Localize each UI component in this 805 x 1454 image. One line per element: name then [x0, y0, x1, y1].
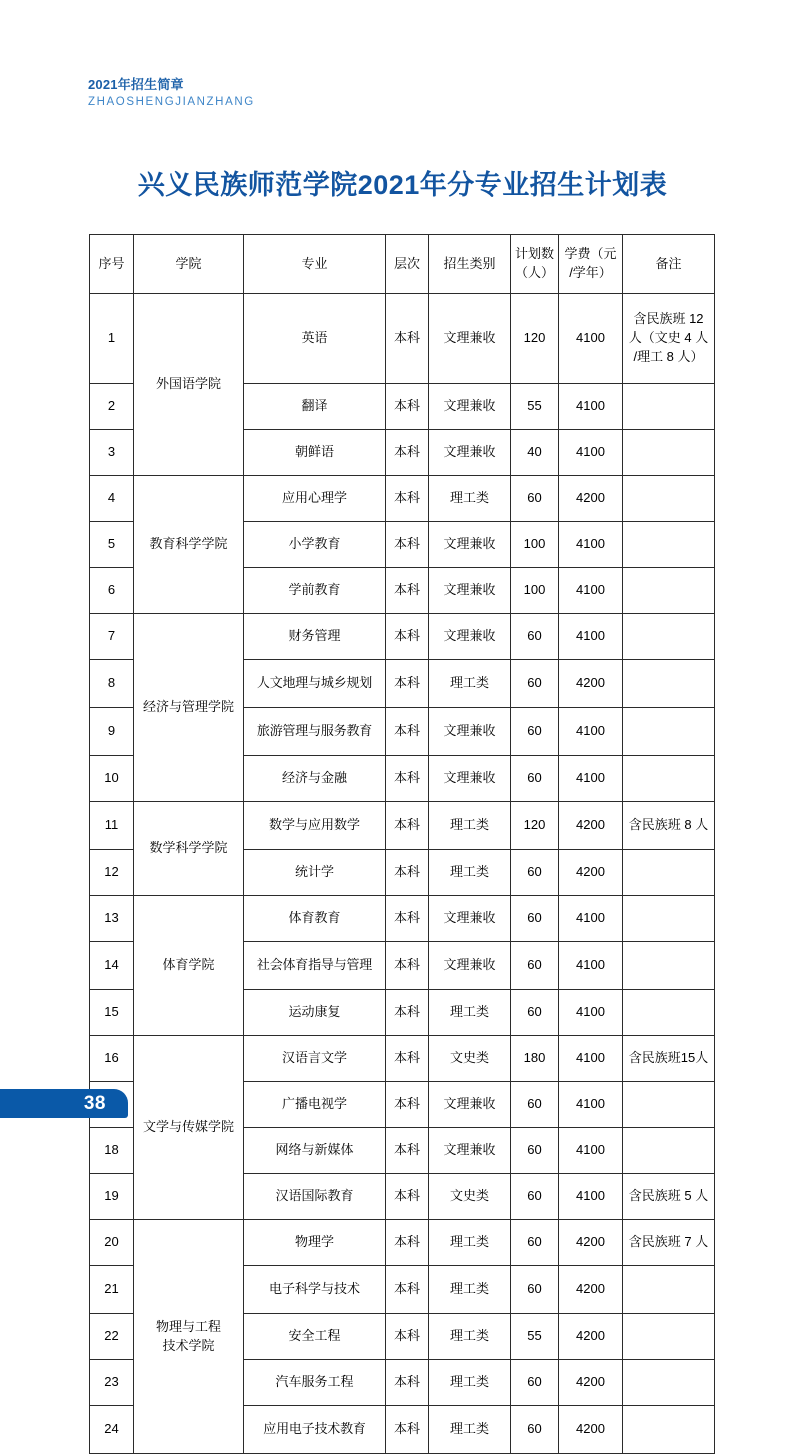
cell-fee: 4200 [559, 1314, 623, 1360]
cell-fee: 4100 [559, 384, 623, 430]
admission-plan-table [89, 234, 715, 1454]
cell-fee: 4200 [559, 660, 623, 708]
cell-no: 13 [90, 896, 134, 942]
cell-remark [623, 708, 715, 756]
cell-major: 数学与应用数学 [244, 802, 386, 850]
cell-fee: 4100 [559, 294, 623, 384]
cell-major: 体育教育 [244, 896, 386, 942]
cell-remark [623, 384, 715, 430]
table-header-remark: 备注 [623, 235, 715, 294]
cell-major: 学前教育 [244, 568, 386, 614]
cell-remark [623, 1406, 715, 1454]
cell-remark [623, 1314, 715, 1360]
cell-college: 外国语学院 [134, 294, 244, 476]
cell-no: 20 [90, 1220, 134, 1266]
cell-type: 理工类 [429, 1360, 511, 1406]
cell-major: 广播电视学 [244, 1082, 386, 1128]
cell-remark [623, 1266, 715, 1314]
cell-major: 汽车服务工程 [244, 1360, 386, 1406]
cell-major: 英语 [244, 294, 386, 384]
cell-type: 理工类 [429, 660, 511, 708]
cell-major: 汉语言文学 [244, 1036, 386, 1082]
cell-type: 文理兼收 [429, 522, 511, 568]
cell-remark [623, 522, 715, 568]
cell-quota: 100 [511, 568, 559, 614]
cell-quota: 55 [511, 384, 559, 430]
table-header-fee-line1: 学费（元 [564, 246, 617, 262]
cell-fee: 4200 [559, 1266, 623, 1314]
cell-quota: 40 [511, 430, 559, 476]
cell-major: 应用电子技术教育 [244, 1406, 386, 1454]
cell-remark [623, 1128, 715, 1174]
cell-type: 文理兼收 [429, 942, 511, 990]
cell-fee: 4200 [559, 1406, 623, 1454]
cell-major: 翻译 [244, 384, 386, 430]
cell-type: 理工类 [429, 1266, 511, 1314]
table-row [90, 614, 715, 660]
cell-remark [623, 476, 715, 522]
cell-quota: 60 [511, 708, 559, 756]
cell-no: 7 [90, 614, 134, 660]
cell-type: 理工类 [429, 476, 511, 522]
cell-type: 文理兼收 [429, 294, 511, 384]
table-header-quota [511, 235, 559, 294]
table-row [90, 802, 715, 850]
cell-type: 文史类 [429, 1036, 511, 1082]
cell-no: 18 [90, 1128, 134, 1174]
table-header-no: 序号 [90, 235, 134, 294]
running-header [88, 78, 255, 109]
cell-college: 数学科学学院 [134, 802, 244, 896]
cell-quota: 60 [511, 1360, 559, 1406]
cell-fee: 4100 [559, 756, 623, 802]
cell-remark [623, 1082, 715, 1128]
cell-fee: 4100 [559, 614, 623, 660]
cell-fee: 4200 [559, 1360, 623, 1406]
cell-quota: 60 [511, 1082, 559, 1128]
cell-college: 文学与传媒学院 [134, 1036, 244, 1220]
cell-fee: 4100 [559, 942, 623, 990]
cell-level: 本科 [386, 1266, 429, 1314]
cell-remark [623, 660, 715, 708]
cell-quota: 180 [511, 1036, 559, 1082]
cell-quota: 120 [511, 802, 559, 850]
cell-college: 教育科学学院 [134, 476, 244, 614]
cell-level: 本科 [386, 1036, 429, 1082]
cell-type: 理工类 [429, 1314, 511, 1360]
table-header-quota-line2: （人） [514, 265, 554, 280]
cell-college-line: 技术学院 [162, 1337, 215, 1353]
cell-quota: 60 [511, 614, 559, 660]
cell-level: 本科 [386, 294, 429, 384]
cell-level: 本科 [386, 522, 429, 568]
cell-level: 本科 [386, 1406, 429, 1454]
cell-level: 本科 [386, 614, 429, 660]
cell-level: 本科 [386, 802, 429, 850]
table-row [90, 1220, 715, 1266]
cell-type: 文理兼收 [429, 384, 511, 430]
cell-fee: 4100 [559, 1036, 623, 1082]
cell-quota: 60 [511, 1266, 559, 1314]
cell-level: 本科 [386, 708, 429, 756]
table-header-fee-line2: /学年） [569, 265, 612, 280]
cell-no: 22 [90, 1314, 134, 1360]
table-header-major: 专业 [244, 235, 386, 294]
cell-type: 文理兼收 [429, 896, 511, 942]
admission-plan-table-wrap [89, 234, 714, 1454]
cell-quota: 60 [511, 1174, 559, 1220]
cell-no: 11 [90, 802, 134, 850]
cell-type: 文理兼收 [429, 1128, 511, 1174]
cell-remark [623, 756, 715, 802]
cell-fee: 4200 [559, 802, 623, 850]
cell-remark-line: /理工 8 人） [633, 348, 704, 364]
cell-remark-line: 含民族班 12 [633, 311, 704, 327]
cell-quota: 60 [511, 1128, 559, 1174]
cell-quota: 60 [511, 1406, 559, 1454]
cell-remark [623, 850, 715, 896]
cell-no: 2 [90, 384, 134, 430]
cell-quota: 60 [511, 756, 559, 802]
cell-quota: 60 [511, 476, 559, 522]
cell-level: 本科 [386, 1220, 429, 1266]
cell-level: 本科 [386, 1082, 429, 1128]
cell-quota: 100 [511, 522, 559, 568]
cell-no: 24 [90, 1406, 134, 1454]
cell-no: 3 [90, 430, 134, 476]
cell-major: 经济与金融 [244, 756, 386, 802]
cell-no: 8 [90, 660, 134, 708]
cell-fee: 4100 [559, 430, 623, 476]
cell-type: 文理兼收 [429, 430, 511, 476]
cell-no: 23 [90, 1360, 134, 1406]
cell-type: 文理兼收 [429, 708, 511, 756]
cell-level: 本科 [386, 942, 429, 990]
cell-remark [623, 614, 715, 660]
cell-major: 小学教育 [244, 522, 386, 568]
cell-type: 理工类 [429, 1406, 511, 1454]
table-header-fee [559, 235, 623, 294]
cell-major: 汉语国际教育 [244, 1174, 386, 1220]
cell-fee: 4100 [559, 522, 623, 568]
cell-type: 理工类 [429, 850, 511, 896]
cell-no: 12 [90, 850, 134, 896]
cell-major: 运动康复 [244, 990, 386, 1036]
cell-remark [623, 942, 715, 990]
cell-no: 19 [90, 1174, 134, 1220]
cell-remark [623, 896, 715, 942]
cell-level: 本科 [386, 756, 429, 802]
cell-type: 文理兼收 [429, 614, 511, 660]
running-header-cn: 2021年招生简章 [88, 77, 184, 92]
cell-major: 朝鲜语 [244, 430, 386, 476]
cell-level: 本科 [386, 568, 429, 614]
cell-fee: 4200 [559, 850, 623, 896]
cell-no: 6 [90, 568, 134, 614]
cell-major: 物理学 [244, 1220, 386, 1266]
cell-fee: 4200 [559, 1220, 623, 1266]
page-title: 兴义民族师范学院2021年分专业招生计划表 [137, 170, 668, 200]
cell-remark-line: 人（文史 4 人 [628, 330, 709, 346]
cell-remark [623, 1360, 715, 1406]
cell-no: 21 [90, 1266, 134, 1314]
cell-major: 财务管理 [244, 614, 386, 660]
cell-level: 本科 [386, 896, 429, 942]
cell-fee: 4100 [559, 568, 623, 614]
cell-level: 本科 [386, 1128, 429, 1174]
cell-major: 人文地理与城乡规划 [244, 660, 386, 708]
cell-quota: 120 [511, 294, 559, 384]
table-header-type: 招生类别 [429, 235, 511, 294]
cell-college: 体育学院 [134, 896, 244, 1036]
cell-level: 本科 [386, 384, 429, 430]
cell-college-line: 物理与工程 [155, 1318, 221, 1334]
cell-remark: 含民族班 5 人 [623, 1174, 715, 1220]
cell-type: 文理兼收 [429, 1082, 511, 1128]
cell-type: 理工类 [429, 802, 511, 850]
cell-major: 统计学 [244, 850, 386, 896]
cell-quota: 60 [511, 1220, 559, 1266]
cell-type: 文理兼收 [429, 568, 511, 614]
cell-remark [623, 430, 715, 476]
cell-major: 应用心理学 [244, 476, 386, 522]
cell-level: 本科 [386, 430, 429, 476]
cell-fee: 4100 [559, 1128, 623, 1174]
cell-level: 本科 [386, 1360, 429, 1406]
cell-no: 15 [90, 990, 134, 1036]
cell-quota: 60 [511, 942, 559, 990]
cell-type: 理工类 [429, 990, 511, 1036]
cell-fee: 4200 [559, 476, 623, 522]
cell-quota: 55 [511, 1314, 559, 1360]
cell-no: 14 [90, 942, 134, 990]
cell-quota: 60 [511, 660, 559, 708]
cell-college: 经济与管理学院 [134, 614, 244, 802]
table-header-level: 层次 [386, 235, 429, 294]
table-header-quota-line1: 计划数 [514, 246, 554, 262]
cell-fee: 4100 [559, 1082, 623, 1128]
cell-fee: 4100 [559, 896, 623, 942]
cell-college [134, 1220, 244, 1454]
cell-level: 本科 [386, 660, 429, 708]
cell-remark: 含民族班 8 人 [623, 802, 715, 850]
cell-remark [623, 990, 715, 1036]
cell-major: 电子科学与技术 [244, 1266, 386, 1314]
cell-fee: 4100 [559, 1174, 623, 1220]
running-header-pinyin: ZHAOSHENGJIANZHANG [88, 95, 255, 108]
cell-major: 社会体育指导与管理 [244, 942, 386, 990]
table-row [90, 294, 715, 384]
cell-major: 安全工程 [244, 1314, 386, 1360]
cell-remark [623, 294, 715, 384]
page-number-tab [0, 1089, 128, 1118]
cell-remark: 含民族班 7 人 [623, 1220, 715, 1266]
table-row [90, 476, 715, 522]
cell-level: 本科 [386, 476, 429, 522]
cell-type: 文史类 [429, 1174, 511, 1220]
cell-remark [623, 568, 715, 614]
table-row [90, 896, 715, 942]
cell-level: 本科 [386, 1314, 429, 1360]
table-header-row [90, 235, 715, 294]
cell-quota: 60 [511, 850, 559, 896]
cell-level: 本科 [386, 850, 429, 896]
cell-level: 本科 [386, 990, 429, 1036]
table-header-college: 学院 [134, 235, 244, 294]
cell-no: 5 [90, 522, 134, 568]
cell-level: 本科 [386, 1174, 429, 1220]
cell-type: 理工类 [429, 1220, 511, 1266]
cell-no: 16 [90, 1036, 134, 1082]
cell-no: 10 [90, 756, 134, 802]
table-row [90, 1036, 715, 1082]
cell-no: 4 [90, 476, 134, 522]
cell-fee: 4100 [559, 990, 623, 1036]
cell-major: 网络与新媒体 [244, 1128, 386, 1174]
cell-no: 9 [90, 708, 134, 756]
cell-remark: 含民族班15人 [623, 1036, 715, 1082]
cell-quota: 60 [511, 896, 559, 942]
cell-quota: 60 [511, 990, 559, 1036]
cell-type: 文理兼收 [429, 756, 511, 802]
cell-fee: 4100 [559, 708, 623, 756]
cell-no: 1 [90, 294, 134, 384]
cell-major: 旅游管理与服务教育 [244, 708, 386, 756]
page-number: 38 [83, 1092, 106, 1114]
